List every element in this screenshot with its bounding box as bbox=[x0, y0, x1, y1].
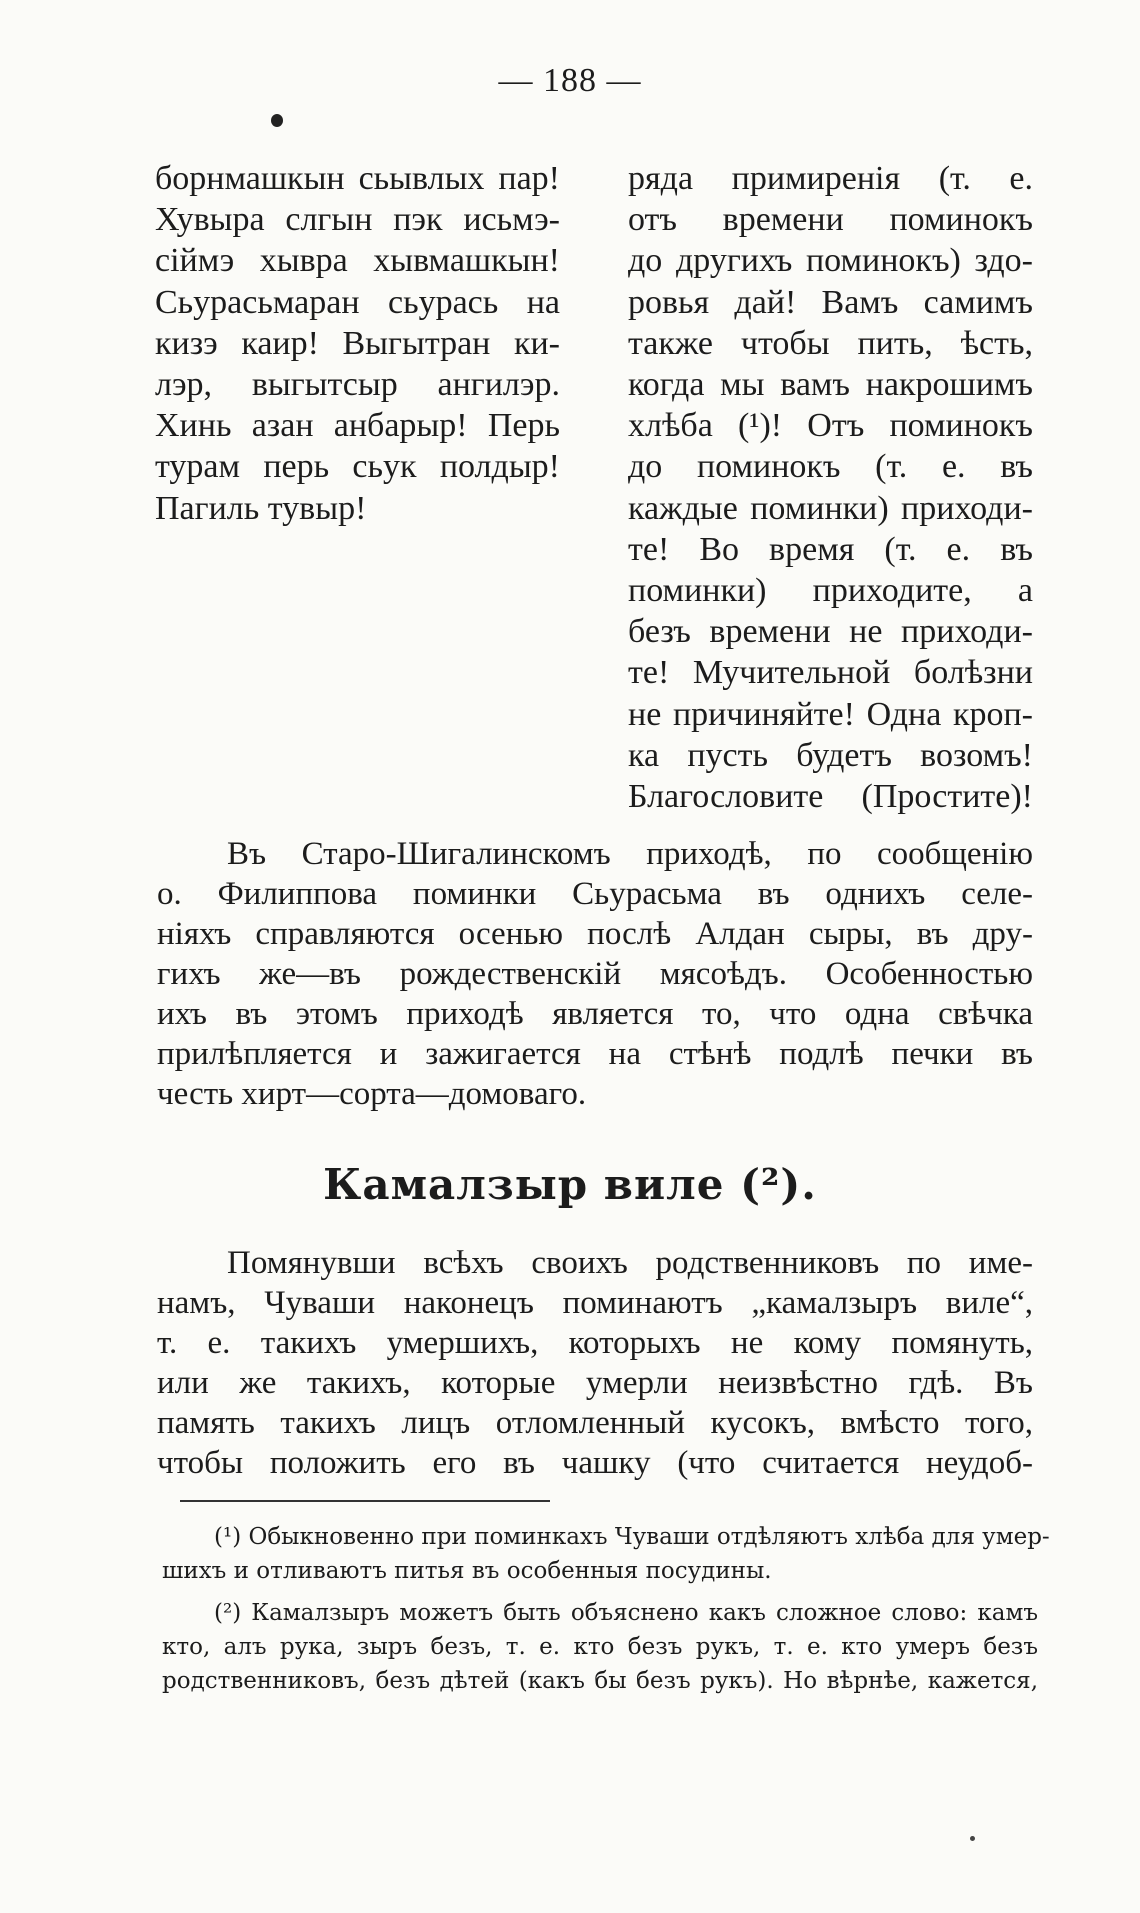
footnote-line: родственниковъ, безъ дѣтей (какъ бы безъ рукъ). Но вѣрнѣе, кажется, bbox=[162, 1668, 1038, 1694]
left-line: Хинь азан анбарыр! Перь bbox=[155, 407, 560, 445]
right-line: ка пусть будетъ возомъ! bbox=[628, 736, 1033, 774]
paragraph-staro-shigali bbox=[157, 834, 1033, 1114]
right-line: те! Во время (т. е. въ bbox=[628, 530, 1033, 568]
paragraph-line: гихъ же—въ рождественскій мясоѣдъ. Особенностью bbox=[157, 956, 1033, 992]
left-line: кизэ каир! Выгытран ки- bbox=[155, 324, 560, 362]
paragraph-line: т. е. такихъ умершихъ, которыхъ не кому помянуть, bbox=[157, 1325, 1033, 1361]
paragraph-kamalzyr bbox=[157, 1243, 1033, 1483]
right-column bbox=[628, 158, 1033, 817]
footnote-line: кто, алъ рука, зыръ безъ, т. е. кто безъ рукъ, т. е. кто умеръ безъ bbox=[162, 1634, 1038, 1660]
footnote-1 bbox=[162, 1520, 1050, 1588]
paragraph-line: ихъ въ этомъ приходѣ является то, что одна свѣчка bbox=[157, 996, 1033, 1032]
left-line: Пагиль тувыр! bbox=[155, 489, 367, 527]
right-line: ряда примиренія (т. е. bbox=[628, 160, 1033, 197]
left-line: лэр, выгытсыр ангилэр. bbox=[155, 366, 560, 404]
paragraph-line: память такихъ лицъ отломленный кусокъ, вмѣсто того, bbox=[157, 1405, 1033, 1441]
right-line: поминки) приходите, а bbox=[628, 572, 1033, 610]
right-line: не причиняйте! Одна кроп- bbox=[628, 695, 1033, 733]
paragraph-line: намъ, Чуваши наконецъ поминаютъ „камалзыръ виле“, bbox=[157, 1285, 1033, 1321]
right-line: ровья дай! Вамъ самимъ bbox=[628, 283, 1033, 321]
footnote-line: (¹) Обыкновенно при поминкахъ Чуваши отдѣляютъ хлѣба для умер- bbox=[214, 1524, 1050, 1550]
footnote-divider bbox=[180, 1500, 550, 1502]
bullet-mark bbox=[271, 114, 283, 127]
footnotes bbox=[162, 1520, 1050, 1706]
section-heading: Камалзыр виле (²). bbox=[323, 1160, 817, 1209]
left-line: сіймэ хывра хывмашкын! bbox=[155, 242, 560, 280]
footnote-line: (²) Камалзыръ можетъ быть объяснено какъ сложное слово: камъ bbox=[214, 1600, 1038, 1626]
right-line: отъ времени поминокъ bbox=[628, 201, 1033, 239]
right-line: до поминокъ (т. е. въ bbox=[628, 448, 1033, 486]
paragraph-line: ніяхъ справляются осенью послѣ Алдан сыры, въ дру- bbox=[157, 916, 1033, 952]
ink-speck bbox=[970, 1836, 975, 1841]
right-line: Благословите (Простите)! bbox=[628, 778, 1033, 816]
right-line: безъ времени не приходи- bbox=[628, 613, 1033, 651]
right-line: каждые поминки) приходи- bbox=[628, 489, 1033, 527]
footnote-2 bbox=[162, 1596, 1038, 1698]
left-column bbox=[155, 158, 560, 529]
paragraph-line: чтобы положить его въ чашку (что считается неудоб- bbox=[157, 1445, 1033, 1481]
right-line: когда мы вамъ накрошимъ bbox=[628, 366, 1033, 404]
paragraph-line: Въ Старо-Шигалинскомъ приходѣ, по сообщенію bbox=[227, 836, 1033, 872]
left-line: Хувыра слгын пэк исьмэ- bbox=[155, 201, 560, 239]
paragraph-line: или же такихъ, которые умерли неизвѣстно гдѣ. Въ bbox=[157, 1365, 1033, 1401]
paragraph-line: прилѣпляется и зажигается на стѣнѣ подлѣ печки въ bbox=[157, 1036, 1033, 1072]
paragraph-line: о. Филиппова поминки Сьурасьма въ однихъ селе- bbox=[157, 876, 1033, 912]
right-line: также чтобы пить, ѣсть, bbox=[628, 324, 1033, 362]
left-line: борнмашкын сьывлых пар! bbox=[155, 160, 560, 197]
paragraph-line: честь хирт—сорта—домоваго. bbox=[157, 1076, 587, 1112]
right-line: те! Мучительной болѣзни bbox=[628, 654, 1033, 692]
left-line: турам перь сьук полдыр! bbox=[155, 448, 560, 486]
page-number: — 188 — bbox=[498, 62, 642, 99]
right-line: до другихъ поминокъ) здо- bbox=[628, 242, 1033, 280]
footnote-line: шихъ и отливаютъ питья въ особенныя посудины. bbox=[162, 1558, 772, 1584]
paragraph-line: Помянувши всѣхъ своихъ родственниковъ по име- bbox=[227, 1245, 1033, 1281]
right-line: хлѣба (¹)! Отъ поминокъ bbox=[628, 407, 1033, 445]
left-line: Сьурасьмаран сьурась на bbox=[155, 283, 560, 321]
